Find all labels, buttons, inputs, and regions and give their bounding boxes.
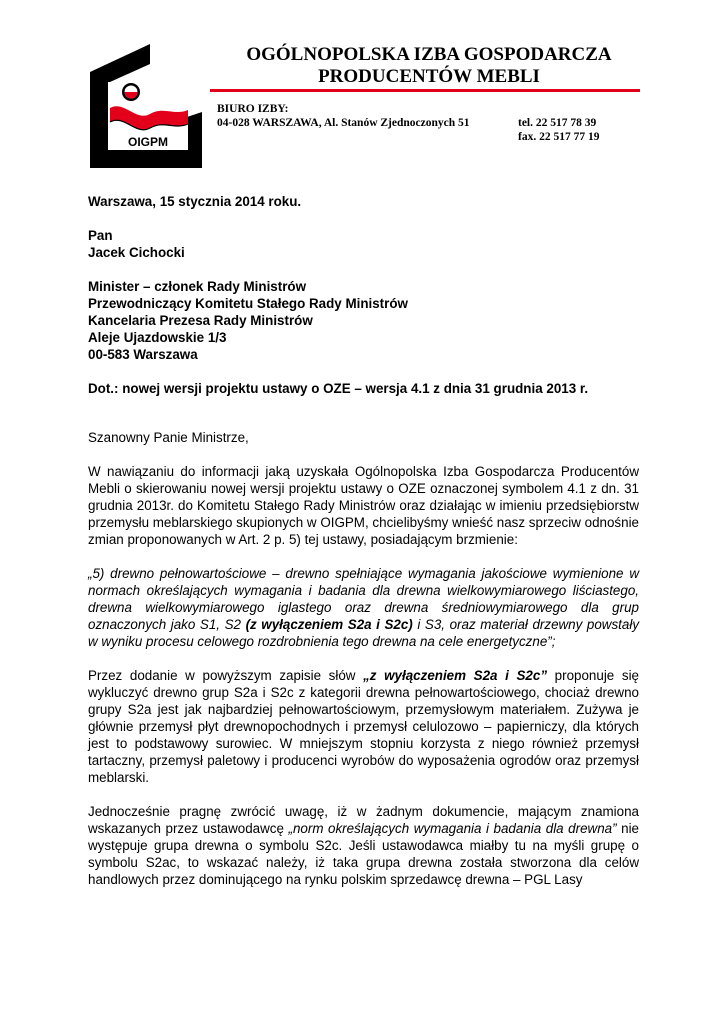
office-label: BIURO IZBY: bbox=[217, 103, 289, 115]
letter-subject: Dot.: nowej wersji projektu ustawy o OZE – wersja 4.1 z dnia 31 grudnia 2013 r. bbox=[88, 381, 589, 396]
quote-part: i S3, oraz materiał drzewny powstały w wyniku procesu celowego rozdrobnienia tego drewna na cele energetyczne”; bbox=[88, 617, 640, 649]
letter-body bbox=[88, 193, 639, 905]
office-fax: fax. 22 517 77 19 bbox=[518, 131, 600, 143]
recipient-line: 00-583 Warszawa bbox=[88, 347, 198, 362]
org-title-line1: OGÓLNOPOLSKA IZBA GOSPODARCZA bbox=[246, 44, 612, 65]
letter-date: Warszawa, 15 stycznia 2014 roku. bbox=[88, 194, 302, 209]
quote-emphasis: (z wyłączeniem S2a i S2c) bbox=[245, 617, 413, 632]
paragraph-3 bbox=[88, 803, 639, 888]
quote-part: „5) drewno pełnowartościowe – drewno spełniające wymagania jakościowe wymienione w normach określających wymagania i badania dla drewna wielkowymiarowego liściastego, drewna wielkowymiarowego iglastego oraz drewna średniowymiarowego dla grup oznaczonych jako S1, S2 bbox=[88, 566, 639, 632]
paragraph-2 bbox=[88, 667, 639, 786]
office-tel: tel. 22 517 78 39 bbox=[518, 117, 597, 129]
header-divider bbox=[210, 89, 640, 92]
p3-text: nie występuje grupa drewna o symbolu S2c. Jeśli ustawodawca miałby tu na myśli grupę o symbolu S2ac, to wskazać należy, iż taka grupa drewna została stworzona dla celów handlowych przez dominującego na rynku polskim sprzedawcę drewna – PGL Lasy bbox=[88, 821, 639, 887]
recipient-line: Przewodniczący Komitetu Stałego Rady Ministrów bbox=[88, 296, 408, 311]
logo-text: OIGPM bbox=[127, 135, 169, 149]
quoted-provision bbox=[88, 565, 639, 650]
org-title bbox=[214, 44, 644, 88]
p2-text: proponuje się wykluczyć drewno grup S2a i S2c z kategorii drewna pełnowartościowego, chociaż drewno grupy S2a jest jak najbardziej pełnowartościowym, przemysłowym materiałem. Zużywa je głównie przemysł płyt drewnopochodnych i przemysł celulozowo – papierniczy, dla których jest to podstawowy surowiec. W mniejszym stopniu korzysta z niego również przemysł tartaczny, przemysł paletowy i producenci wyrobów do wyposażenia ogrodów oraz przemysł meblarski. bbox=[88, 668, 640, 785]
p3-emphasis: „norm określających wymagania i badania dla drewna” bbox=[288, 821, 617, 836]
addressee-line: Pan bbox=[88, 228, 113, 243]
p2-text: Przez dodanie w powyższym zapisie słów bbox=[88, 668, 364, 683]
oigpm-logo bbox=[84, 42, 204, 170]
p2-emphasis: „z wyłączeniem S2a i S2c” bbox=[363, 668, 548, 683]
p3-text: Jednocześnie pragnę zwrócić uwagę, iż w żadnym dokumencie, mającym znamiona wskazanych przez ustawodawcę bbox=[88, 804, 639, 836]
org-title-line2: PRODUCENTÓW MEBLI bbox=[318, 66, 540, 87]
recipient-line: Kancelaria Prezesa Rady Ministrów bbox=[88, 313, 313, 328]
office-info bbox=[217, 102, 627, 144]
addressee bbox=[88, 227, 639, 261]
recipient-line: Minister – członek Rady Ministrów bbox=[88, 279, 307, 294]
paragraph-1: W nawiązaniu do informacji jaką uzyskała Ogólnopolska Izba Gospodarcza Producentów Mebli o skierowaniu nowej wersji projektu ustawy o OZE oznaczonej symbolem 4.1 z dn. 31 grudnia 2013r. do Komitetu Stałego Rady Ministrów oraz działając w imieniu przedsiębiorstw przemysłu meblarskiego skupionych w OIGPM, chcielibyśmy wnieść nasz sprzeciw odnośnie zmian proponowanych w Art. 2 p. 5) tej ustawy, posiadającym brzmienie: bbox=[88, 464, 639, 547]
addressee-line: Jacek Cichocki bbox=[88, 245, 185, 260]
office-address: 04-028 WARSZAWA, Al. Stanów Zjednoczonych 51 bbox=[217, 117, 470, 129]
recipient-line: Aleje Ujazdowskie 1/3 bbox=[88, 330, 227, 345]
recipient-block bbox=[88, 278, 639, 363]
salutation: Szanowny Panie Ministrze, bbox=[88, 430, 249, 445]
